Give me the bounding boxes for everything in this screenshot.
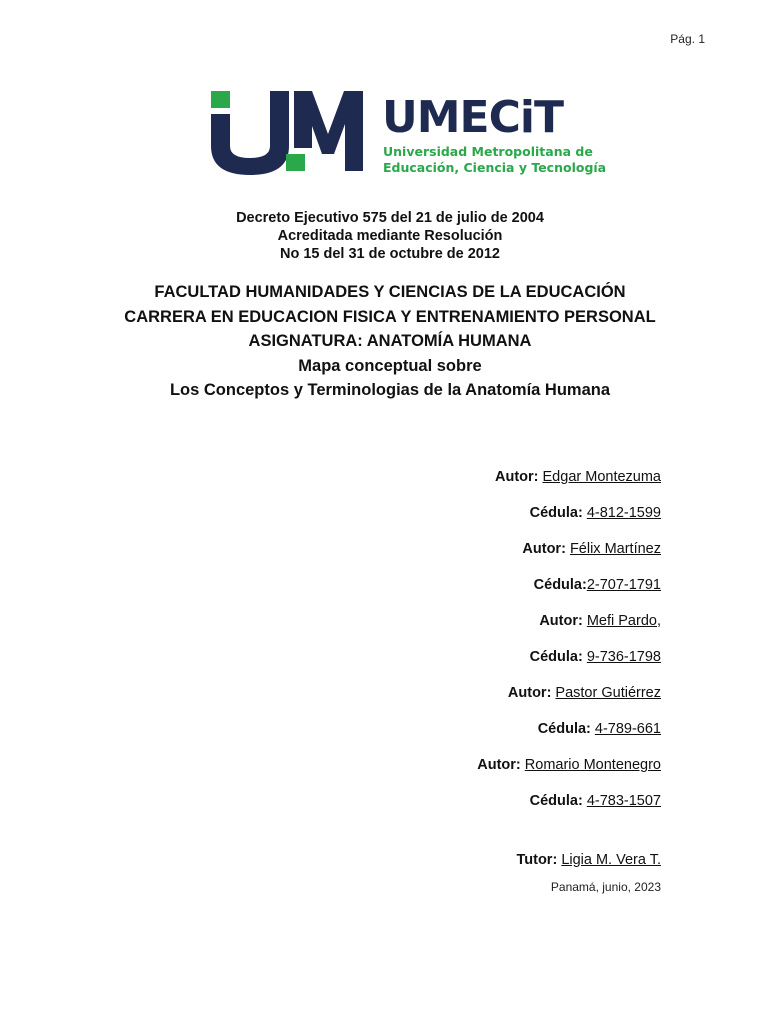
- id-number: 4-783-1507: [586, 793, 661, 809]
- author-label: Autor:: [522, 541, 570, 557]
- brand-subtitle-line-2: Educación, Ciencia y Tecnología: [383, 160, 607, 175]
- id-number: 4-812-1599: [586, 505, 661, 521]
- author-row: [477, 682, 661, 718]
- id-label: Cédula:: [533, 577, 587, 593]
- author-name: Edgar Montezuma: [542, 469, 661, 485]
- author-row: [477, 610, 661, 646]
- brand-subtitle-line-1: Universidad Metropolitana de: [383, 144, 593, 159]
- author-name: Romario Montenegro: [524, 757, 661, 773]
- place-date: Panamá, junio, 2023: [550, 880, 661, 894]
- id-number: 9-736-1798: [586, 649, 661, 665]
- id-row: [477, 790, 661, 826]
- id-number: 4-789-661: [594, 721, 661, 737]
- id-row: [477, 718, 661, 754]
- document-type: Mapa conceptual sobre: [298, 356, 482, 375]
- id-row: [477, 502, 661, 538]
- tutor-name: Ligia M. Vera T.: [561, 852, 661, 868]
- id-row: [477, 646, 661, 682]
- author-label: Autor:: [477, 757, 525, 773]
- um-monogram-icon: [208, 88, 366, 176]
- brand-name: UMECiT: [382, 92, 563, 143]
- subject-name: ASIGNATURA: ANATOMÍA HUMANA: [248, 332, 532, 350]
- id-row: [477, 574, 661, 610]
- id-label: Cédula:: [529, 793, 587, 809]
- author-name: Mefi Pardo,: [586, 613, 661, 629]
- document-title: Los Conceptos y Terminologias de la Anatomía Humana: [169, 381, 611, 399]
- accreditation-decree: [0, 209, 768, 263]
- author-name: Pastor Gutiérrez: [555, 685, 661, 701]
- page-number: Pág. 1: [670, 32, 705, 46]
- id-label: Cédula:: [537, 721, 595, 737]
- author-row: [477, 466, 661, 502]
- decree-line-3: No 15 del 31 de octubre de 2012: [279, 246, 500, 262]
- author-label: Autor:: [495, 469, 543, 485]
- author-row: [477, 538, 661, 574]
- author-name: Félix Martínez: [569, 541, 661, 557]
- career-name: CARRERA EN EDUCACION FISICA Y ENTRENAMIENTO PERSONAL: [124, 307, 656, 326]
- author-label: Autor:: [507, 685, 556, 701]
- faculty-name: FACULTAD HUMANIDADES Y CIENCIAS DE LA EDUCACIÓN: [154, 283, 626, 301]
- author-row: [477, 754, 661, 790]
- document-heading: [0, 280, 768, 403]
- author-label: Autor:: [539, 613, 587, 629]
- id-label: Cédula:: [529, 505, 587, 521]
- brand-subtitle: [383, 144, 606, 176]
- university-logo: [208, 88, 607, 180]
- tutor-row: [516, 849, 661, 871]
- id-label: Cédula:: [529, 649, 587, 665]
- decree-line-2: Acreditada mediante Resolución: [277, 228, 503, 244]
- decree-line-1: Decreto Ejecutivo 575 del 21 de julio de 2004: [236, 210, 544, 226]
- id-number: 2-707-1791: [586, 577, 661, 593]
- tutor-label: Tutor:: [516, 852, 562, 868]
- authors-list: [477, 466, 661, 826]
